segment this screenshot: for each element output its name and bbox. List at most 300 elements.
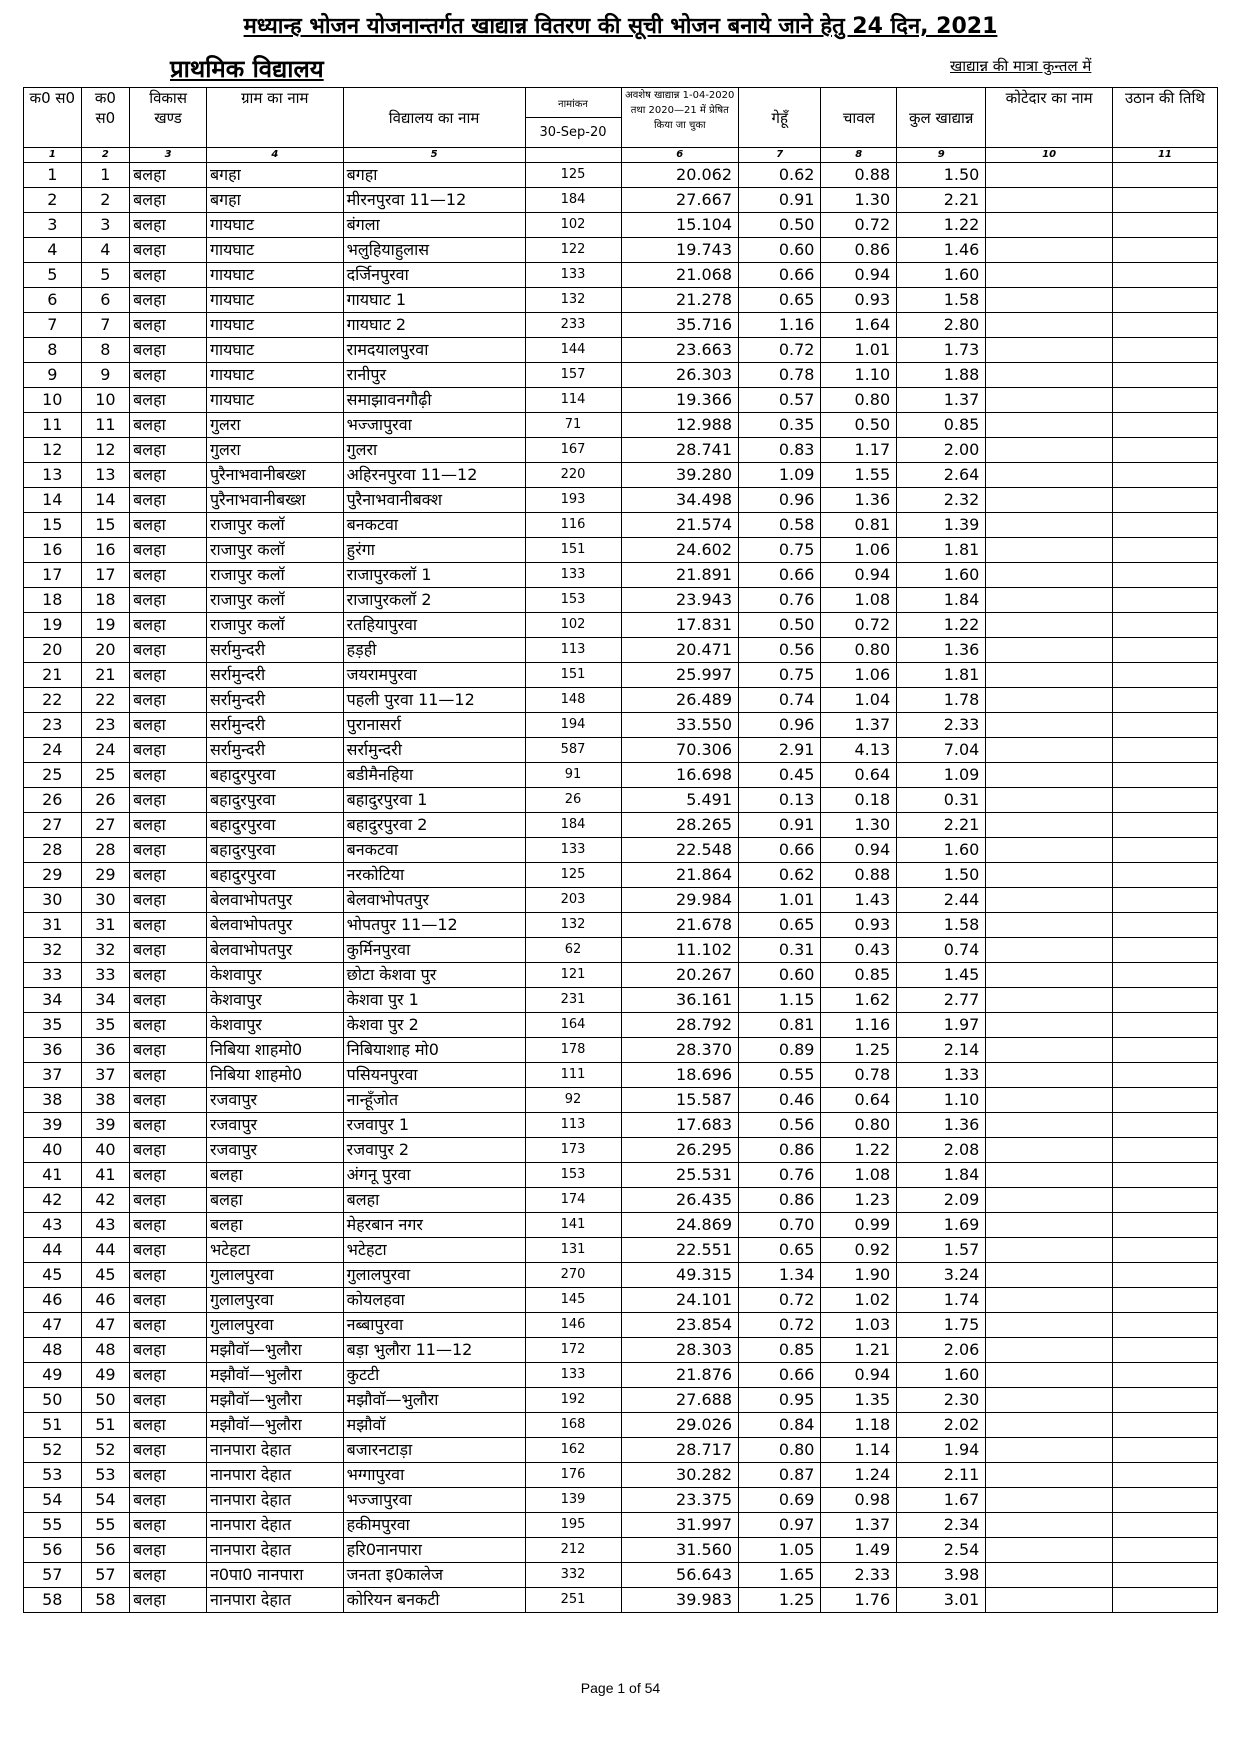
dealer-cell [986, 613, 1113, 638]
enrolment-cell: 113 [525, 1113, 621, 1138]
rice-cell: 1.37 [821, 713, 897, 738]
serial-no-2-cell: 7 [81, 313, 130, 338]
village-name-cell: गायघाट [206, 263, 343, 288]
total-grain-cell: 2.02 [897, 1413, 986, 1438]
village-name-cell: केशवापुर [206, 1013, 343, 1038]
rice-cell: 1.76 [821, 1588, 897, 1613]
total-grain-cell: 3.24 [897, 1263, 986, 1288]
lifting-date-cell [1112, 1213, 1217, 1238]
rice-cell: 0.94 [821, 563, 897, 588]
enrolment-cell: 133 [525, 563, 621, 588]
balance-grain-cell: 19.743 [621, 238, 738, 263]
block-name-cell: बलहा [130, 1563, 207, 1588]
village-name-cell: बहादुरपुरवा [206, 788, 343, 813]
village-name-cell: रजवापुर [206, 1113, 343, 1138]
dealer-cell [986, 1588, 1113, 1613]
balance-grain-cell: 16.698 [621, 763, 738, 788]
wheat-cell: 2.91 [739, 738, 821, 763]
rice-cell: 0.72 [821, 213, 897, 238]
total-grain-cell: 0.31 [897, 788, 986, 813]
serial-no-cell: 40 [24, 1138, 82, 1163]
serial-no-cell: 27 [24, 813, 82, 838]
dealer-cell [986, 238, 1113, 263]
serial-no-cell: 43 [24, 1213, 82, 1238]
block-name-cell: बलहा [130, 1138, 207, 1163]
rice-cell: 1.02 [821, 1288, 897, 1313]
balance-grain-cell: 11.102 [621, 938, 738, 963]
serial-no-2-cell: 3 [81, 213, 130, 238]
balance-grain-cell: 23.663 [621, 338, 738, 363]
wheat-cell: 0.76 [739, 1163, 821, 1188]
school-name-cell: हरि0नानपारा [343, 1538, 525, 1563]
total-grain-cell: 2.08 [897, 1138, 986, 1163]
wheat-cell: 0.78 [739, 363, 821, 388]
enrolment-cell: 220 [525, 463, 621, 488]
rice-cell: 1.06 [821, 663, 897, 688]
rice-cell: 0.50 [821, 413, 897, 438]
total-grain-cell: 1.84 [897, 1163, 986, 1188]
lifting-date-cell [1112, 1188, 1217, 1213]
village-name-cell: गायघाट [206, 288, 343, 313]
wheat-cell: 0.70 [739, 1213, 821, 1238]
block-name-cell: बलहा [130, 1538, 207, 1563]
serial-no-cell: 24 [24, 738, 82, 763]
dealer-cell [986, 488, 1113, 513]
header-dealer: कोटेदार का नाम [986, 88, 1113, 148]
serial-no-2-cell: 9 [81, 363, 130, 388]
block-name-cell: बलहा [130, 788, 207, 813]
balance-grain-cell: 33.550 [621, 713, 738, 738]
wheat-cell: 0.55 [739, 1063, 821, 1088]
village-name-cell: बलहा [206, 1163, 343, 1188]
total-grain-cell: 2.11 [897, 1463, 986, 1488]
enrolment-cell: 113 [525, 638, 621, 663]
total-grain-cell: 2.30 [897, 1388, 986, 1413]
lifting-date-cell [1112, 238, 1217, 263]
serial-no-2-cell: 57 [81, 1563, 130, 1588]
dealer-cell [986, 888, 1113, 913]
wheat-cell: 0.66 [739, 1363, 821, 1388]
village-name-cell: रजवापुर [206, 1138, 343, 1163]
balance-grain-cell: 29.026 [621, 1413, 738, 1438]
serial-no-cell: 3 [24, 213, 82, 238]
wheat-cell: 0.56 [739, 638, 821, 663]
header-school: विद्यालय का नाम [343, 88, 525, 148]
table-row [24, 1538, 1218, 1563]
school-name-cell: भटेहटा [343, 1238, 525, 1263]
serial-no-cell: 13 [24, 463, 82, 488]
school-name-cell: दर्जिनपुरवा [343, 263, 525, 288]
block-name-cell: बलहा [130, 238, 207, 263]
block-name-cell: बलहा [130, 1413, 207, 1438]
wheat-cell: 0.50 [739, 613, 821, 638]
table-row [24, 1288, 1218, 1313]
wheat-cell: 1.05 [739, 1538, 821, 1563]
table-row [24, 738, 1218, 763]
table-row [24, 688, 1218, 713]
balance-grain-cell: 21.068 [621, 263, 738, 288]
balance-grain-cell: 24.869 [621, 1213, 738, 1238]
serial-no-2-cell: 28 [81, 838, 130, 863]
serial-no-cell: 38 [24, 1088, 82, 1113]
rice-cell: 1.25 [821, 1038, 897, 1063]
table-row [24, 263, 1218, 288]
wheat-cell: 0.60 [739, 963, 821, 988]
serial-no-cell: 58 [24, 1588, 82, 1613]
table-row [24, 1188, 1218, 1213]
total-grain-cell: 1.50 [897, 163, 986, 188]
column-number: 1 [24, 148, 82, 163]
rice-cell: 4.13 [821, 738, 897, 763]
total-grain-cell: 1.74 [897, 1288, 986, 1313]
wheat-cell: 1.15 [739, 988, 821, 1013]
wheat-cell: 0.75 [739, 663, 821, 688]
serial-no-2-cell: 37 [81, 1063, 130, 1088]
table-row [24, 338, 1218, 363]
enrolment-cell: 133 [525, 1363, 621, 1388]
enrolment-cell: 184 [525, 188, 621, 213]
enrolment-cell: 203 [525, 888, 621, 913]
school-name-cell: बनकटवा [343, 513, 525, 538]
balance-grain-cell: 31.997 [621, 1513, 738, 1538]
lifting-date-cell [1112, 338, 1217, 363]
rice-cell: 0.94 [821, 1363, 897, 1388]
wheat-cell: 0.89 [739, 1038, 821, 1063]
serial-no-cell: 34 [24, 988, 82, 1013]
block-name-cell: बलहा [130, 688, 207, 713]
block-name-cell: बलहा [130, 913, 207, 938]
header-block: विकास खण्ड [130, 88, 207, 148]
enrolment-cell: 122 [525, 238, 621, 263]
table-row [24, 1363, 1218, 1388]
block-name-cell: बलहा [130, 1288, 207, 1313]
block-name-cell: बलहा [130, 863, 207, 888]
balance-grain-cell: 35.716 [621, 313, 738, 338]
enrolment-cell: 92 [525, 1088, 621, 1113]
school-name-cell: कुटटी [343, 1363, 525, 1388]
lifting-date-cell [1112, 588, 1217, 613]
school-name-cell: रामदयालपुरवा [343, 338, 525, 363]
wheat-cell: 0.85 [739, 1338, 821, 1363]
lifting-date-cell [1112, 413, 1217, 438]
village-name-cell: निबिया शाहमो0 [206, 1063, 343, 1088]
balance-grain-cell: 21.891 [621, 563, 738, 588]
dealer-cell [986, 1388, 1113, 1413]
village-name-cell: सर्रामुन्दरी [206, 688, 343, 713]
rice-cell: 0.94 [821, 838, 897, 863]
wheat-cell: 0.13 [739, 788, 821, 813]
balance-grain-cell: 18.696 [621, 1063, 738, 1088]
block-name-cell: बलहा [130, 1488, 207, 1513]
school-name-cell: केशवा पुर 1 [343, 988, 525, 1013]
wheat-cell: 0.66 [739, 263, 821, 288]
total-grain-cell: 2.54 [897, 1538, 986, 1563]
village-name-cell: गुलरा [206, 438, 343, 463]
serial-no-cell: 35 [24, 1013, 82, 1038]
serial-no-2-cell: 24 [81, 738, 130, 763]
dealer-cell [986, 1288, 1113, 1313]
dealer-cell [986, 563, 1113, 588]
serial-no-cell: 42 [24, 1188, 82, 1213]
lifting-date-cell [1112, 1388, 1217, 1413]
dealer-cell [986, 938, 1113, 963]
rice-cell: 1.21 [821, 1338, 897, 1363]
serial-no-2-cell: 13 [81, 463, 130, 488]
serial-no-cell: 37 [24, 1063, 82, 1088]
total-grain-cell: 2.32 [897, 488, 986, 513]
wheat-cell: 0.83 [739, 438, 821, 463]
total-grain-cell: 1.69 [897, 1213, 986, 1238]
village-name-cell: राजापुर कलॉ [206, 538, 343, 563]
enrolment-cell: 153 [525, 588, 621, 613]
village-name-cell: निबिया शाहमो0 [206, 1038, 343, 1063]
enrolment-cell: 132 [525, 913, 621, 938]
balance-grain-cell: 26.295 [621, 1138, 738, 1163]
document-subtitle: प्राथमिक विद्यालय [170, 55, 324, 83]
village-name-cell: पुरैनाभवानीबख्श [206, 488, 343, 513]
rice-cell: 0.86 [821, 238, 897, 263]
serial-no-2-cell: 39 [81, 1113, 130, 1138]
village-name-cell: गायघाट [206, 388, 343, 413]
village-name-cell: बेलवाभोपतपुर [206, 913, 343, 938]
serial-no-2-cell: 38 [81, 1088, 130, 1113]
school-name-cell: गुलरा [343, 438, 525, 463]
serial-no-2-cell: 11 [81, 413, 130, 438]
lifting-date-cell [1112, 188, 1217, 213]
school-name-cell: केशवा पुर 2 [343, 1013, 525, 1038]
total-grain-cell: 2.80 [897, 313, 986, 338]
total-grain-cell: 2.21 [897, 188, 986, 213]
village-name-cell: बहादुरपुरवा [206, 863, 343, 888]
serial-no-2-cell: 35 [81, 1013, 130, 1038]
lifting-date-cell [1112, 1363, 1217, 1388]
rice-cell: 0.18 [821, 788, 897, 813]
balance-grain-cell: 5.491 [621, 788, 738, 813]
rice-cell: 1.55 [821, 463, 897, 488]
table-row [24, 813, 1218, 838]
dealer-cell [986, 463, 1113, 488]
school-name-cell: भज्जापुरवा [343, 413, 525, 438]
lifting-date-cell [1112, 1338, 1217, 1363]
village-name-cell: गायघाट [206, 238, 343, 263]
rice-cell: 1.90 [821, 1263, 897, 1288]
serial-no-2-cell: 45 [81, 1263, 130, 1288]
rice-cell: 1.06 [821, 538, 897, 563]
balance-grain-cell: 24.602 [621, 538, 738, 563]
serial-no-cell: 44 [24, 1238, 82, 1263]
dealer-cell [986, 588, 1113, 613]
wheat-cell: 0.65 [739, 913, 821, 938]
serial-no-2-cell: 44 [81, 1238, 130, 1263]
serial-no-2-cell: 30 [81, 888, 130, 913]
wheat-cell: 0.31 [739, 938, 821, 963]
total-grain-cell: 1.22 [897, 613, 986, 638]
rice-cell: 2.33 [821, 1563, 897, 1588]
balance-grain-cell: 27.688 [621, 1388, 738, 1413]
village-name-cell: नानपारा देहात [206, 1538, 343, 1563]
block-name-cell: बलहा [130, 1363, 207, 1388]
serial-no-2-cell: 43 [81, 1213, 130, 1238]
block-name-cell: बलहा [130, 1063, 207, 1088]
lifting-date-cell [1112, 863, 1217, 888]
total-grain-cell: 2.44 [897, 888, 986, 913]
village-name-cell: सर्रामुन्दरी [206, 738, 343, 763]
serial-no-2-cell: 58 [81, 1588, 130, 1613]
wheat-cell: 0.80 [739, 1438, 821, 1463]
school-name-cell: गुलालपुरवा [343, 1263, 525, 1288]
lifting-date-cell [1112, 938, 1217, 963]
dealer-cell [986, 188, 1113, 213]
school-name-cell: निबियाशाह मो0 [343, 1038, 525, 1063]
wheat-cell: 1.09 [739, 463, 821, 488]
total-grain-cell: 3.01 [897, 1588, 986, 1613]
enrolment-cell: 146 [525, 1313, 621, 1338]
serial-no-cell: 25 [24, 763, 82, 788]
total-grain-cell: 2.64 [897, 463, 986, 488]
wheat-cell: 0.95 [739, 1388, 821, 1413]
rice-cell: 1.36 [821, 488, 897, 513]
village-name-cell: सर्रामुन्दरी [206, 638, 343, 663]
wheat-cell: 0.91 [739, 813, 821, 838]
wheat-cell: 0.57 [739, 388, 821, 413]
table-body [24, 163, 1218, 1613]
dealer-cell [986, 1013, 1113, 1038]
block-name-cell: बलहा [130, 188, 207, 213]
header-wheat: गेहूँ [739, 88, 821, 148]
table-row [24, 788, 1218, 813]
block-name-cell: बलहा [130, 1013, 207, 1038]
serial-no-2-cell: 46 [81, 1288, 130, 1313]
table-row [24, 188, 1218, 213]
dealer-cell [986, 688, 1113, 713]
table-row [24, 1013, 1218, 1038]
serial-no-cell: 14 [24, 488, 82, 513]
serial-no-cell: 22 [24, 688, 82, 713]
rice-cell: 0.93 [821, 288, 897, 313]
total-grain-cell: 1.36 [897, 1113, 986, 1138]
lifting-date-cell [1112, 163, 1217, 188]
balance-grain-cell: 28.370 [621, 1038, 738, 1063]
serial-no-cell: 46 [24, 1288, 82, 1313]
dealer-cell [986, 313, 1113, 338]
serial-no-cell: 15 [24, 513, 82, 538]
column-number: 11 [1112, 148, 1217, 163]
dealer-cell [986, 1538, 1113, 1563]
header-enrolment: नामांकन [525, 88, 621, 118]
total-grain-cell: 1.73 [897, 338, 986, 363]
enrolment-cell: 172 [525, 1338, 621, 1363]
serial-no-cell: 26 [24, 788, 82, 813]
lifting-date-cell [1112, 1238, 1217, 1263]
village-name-cell: गायघाट [206, 338, 343, 363]
total-grain-cell: 1.58 [897, 913, 986, 938]
column-number: 4 [206, 148, 343, 163]
block-name-cell: बलहा [130, 1338, 207, 1363]
balance-grain-cell: 26.303 [621, 363, 738, 388]
wheat-cell: 0.86 [739, 1188, 821, 1213]
enrolment-cell: 148 [525, 688, 621, 713]
enrolment-cell: 193 [525, 488, 621, 513]
dealer-cell [986, 1313, 1113, 1338]
table-row [24, 938, 1218, 963]
lifting-date-cell [1112, 1488, 1217, 1513]
block-name-cell: बलहा [130, 1588, 207, 1613]
school-name-cell: कुर्मिनपुरवा [343, 938, 525, 963]
table-row [24, 563, 1218, 588]
enrolment-cell: 102 [525, 613, 621, 638]
block-name-cell: बलहा [130, 413, 207, 438]
dealer-cell [986, 1238, 1113, 1263]
unit-note: खाद्यान्न की मात्रा कुन्तल में [950, 57, 1092, 75]
block-name-cell: बलहा [130, 488, 207, 513]
school-name-cell: नब्बापुरवा [343, 1313, 525, 1338]
block-name-cell: बलहा [130, 1238, 207, 1263]
serial-no-cell: 39 [24, 1113, 82, 1138]
serial-no-cell: 1 [24, 163, 82, 188]
balance-grain-cell: 31.560 [621, 1538, 738, 1563]
lifting-date-cell [1112, 988, 1217, 1013]
total-grain-cell: 1.75 [897, 1313, 986, 1338]
rice-cell: 0.78 [821, 1063, 897, 1088]
lifting-date-cell [1112, 213, 1217, 238]
village-name-cell: पुरैनाभवानीबख्श [206, 463, 343, 488]
balance-grain-cell: 21.876 [621, 1363, 738, 1388]
enrolment-cell: 111 [525, 1063, 621, 1088]
table-row [24, 988, 1218, 1013]
serial-no-cell: 57 [24, 1563, 82, 1588]
lifting-date-cell [1112, 1113, 1217, 1138]
lifting-date-cell [1112, 788, 1217, 813]
rice-cell: 0.81 [821, 513, 897, 538]
lifting-date-cell [1112, 1513, 1217, 1538]
header-balance: अवशेष खाद्यान्न 1-04-2020 तथा 2020—21 में प्रेषित किया जा चुका [621, 88, 738, 148]
serial-no-2-cell: 54 [81, 1488, 130, 1513]
balance-grain-cell: 15.104 [621, 213, 738, 238]
school-name-cell: भोपतपुर 11—12 [343, 913, 525, 938]
block-name-cell: बलहा [130, 1388, 207, 1413]
serial-no-2-cell: 25 [81, 763, 130, 788]
column-number: 5 [343, 148, 525, 163]
total-grain-cell: 3.98 [897, 1563, 986, 1588]
table-row [24, 438, 1218, 463]
balance-grain-cell: 26.489 [621, 688, 738, 713]
rice-cell: 1.08 [821, 1163, 897, 1188]
rice-cell: 1.30 [821, 188, 897, 213]
total-grain-cell: 2.33 [897, 713, 986, 738]
dealer-cell [986, 963, 1113, 988]
balance-grain-cell: 22.548 [621, 838, 738, 863]
school-name-cell: मझौवॉ—भुलौरा [343, 1388, 525, 1413]
school-name-cell: राजापुरकलॉ 1 [343, 563, 525, 588]
balance-grain-cell: 21.278 [621, 288, 738, 313]
serial-no-2-cell: 36 [81, 1038, 130, 1063]
table-row [24, 163, 1218, 188]
block-name-cell: बलहा [130, 813, 207, 838]
dealer-cell [986, 738, 1113, 763]
lifting-date-cell [1112, 1538, 1217, 1563]
balance-grain-cell: 25.531 [621, 1163, 738, 1188]
school-name-cell: मझौवॉ [343, 1413, 525, 1438]
total-grain-cell: 1.36 [897, 638, 986, 663]
enrolment-cell: 168 [525, 1413, 621, 1438]
table-row [24, 1588, 1218, 1613]
serial-no-2-cell: 18 [81, 588, 130, 613]
school-name-cell: मीरनपुरवा 11—12 [343, 188, 525, 213]
serial-no-cell: 49 [24, 1363, 82, 1388]
serial-no-2-cell: 33 [81, 963, 130, 988]
serial-no-2-cell: 32 [81, 938, 130, 963]
lifting-date-cell [1112, 1088, 1217, 1113]
